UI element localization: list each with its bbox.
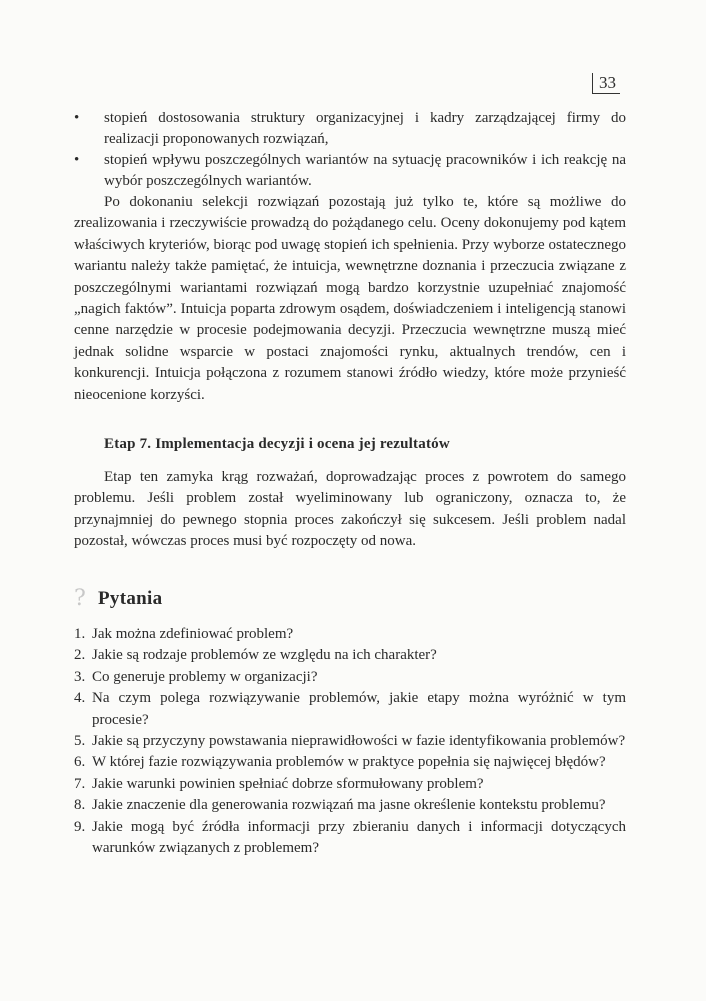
page-number: 33 bbox=[592, 73, 620, 94]
question-text: Jak można zdefiniować problem? bbox=[92, 626, 294, 642]
question-mark-icon: ? bbox=[74, 586, 86, 611]
question-item bbox=[74, 645, 626, 666]
question-number: 6. bbox=[74, 754, 86, 771]
questions-list bbox=[74, 624, 626, 859]
stage-7-heading: Etap 7. Implementacja decyzji i ocena jej rezultatów bbox=[104, 436, 450, 452]
question-text: Jakie warunki powinien spełniać dobrze sformułowany problem? bbox=[92, 775, 484, 792]
question-item bbox=[74, 624, 626, 645]
question-number: 5. bbox=[74, 733, 86, 750]
criteria-bullet-list bbox=[74, 108, 626, 192]
question-item bbox=[74, 731, 626, 752]
bullet-item: • stopień dostosowania struktury organizacyjnej i kadry zarządzającej firmy do realizacji proponowanych rozwiązań, bbox=[74, 108, 626, 150]
question-item bbox=[74, 817, 626, 860]
question-text: Jakie są przyczyny powstawania nieprawidłowości w fazie identyfikowania problemów? bbox=[92, 733, 626, 750]
question-number: 4. bbox=[74, 690, 86, 707]
question-item bbox=[74, 688, 626, 731]
question-number: 2. bbox=[74, 647, 86, 664]
question-item bbox=[74, 752, 626, 773]
question-text: Jakie znaczenie dla generowania rozwiązań ma jasne określenie kontekstu problemu? bbox=[92, 797, 606, 814]
bullet-item: • stopień wpływu poszczególnych wariantów na sytuację pracowników i ich reakcję na wybór poszczególnych wariantów. bbox=[74, 150, 626, 192]
question-text: W której fazie rozwiązywania problemów w praktyce popełnia się najwięcej błędów? bbox=[92, 754, 606, 771]
question-text: Jakie mogą być źródła informacji przy zbieraniu danych i informacji dotyczących warunków związanych z problemem? bbox=[92, 818, 626, 857]
paragraph-selection-intuition: Po dokonaniu selekcji rozwiązań pozostają już tylko te, które są możliwe do zrealizowania i rzeczywiście prowadzą do pożądanego celu. Oceny dokonujemy pod kątem właściwych kryteriów, biorąc pod uwagę stopień ich spełnienia. Przy wyborze ostatecznego wariantu należy także pamiętać, że intuicja, wewnętrzne doznania i przeczucia związane z poszczególnymi wariantami rozwiązań mogą bardzo korzystnie uzupełniać znajomość „nagich faktów”. Intuicja poparta zdrowym osądem, doświadczeniem i inteligencją stanowi cenne narzędzie w procesie podejmowania decyzji. Przeczucia wewnętrzne muszą mieć jednak solidne wsparcie w postaci znajomości rynku, aktualnych trendów, cen i konkurencji. Intuicja połączona z rozumem stanowi źródło wiedzy, które może przynieść nieocenione korzyści. bbox=[74, 194, 626, 403]
question-number: 1. bbox=[74, 626, 86, 642]
question-item bbox=[74, 774, 626, 795]
question-item bbox=[74, 667, 626, 688]
question-item bbox=[74, 795, 626, 816]
question-number: 7. bbox=[74, 775, 86, 792]
question-number: 8. bbox=[74, 797, 86, 814]
question-text: Co generuje problemy w organizacji? bbox=[92, 668, 318, 685]
questions-title: Pytania bbox=[98, 588, 163, 609]
question-text: Na czym polega rozwiązywanie problemów, jakie etapy można wyróżnić w tym procesie? bbox=[92, 690, 626, 728]
question-text: Jakie są rodzaje problemów ze względu na ich charakter? bbox=[92, 647, 437, 664]
questions-section-heading bbox=[74, 588, 162, 610]
paragraph-stage-7: Etap ten zamyka krąg rozważań, doprowadzając proces z powrotem do samego problemu. Jeśli problem został wyeliminowany lub ograniczony, oznacza to, że przynajmniej do pewnego stopnia proces zakończył się sukcesem. Jeśli problem nadal pozostał, wówczas proces musi być rozpoczęty od nowa. bbox=[74, 469, 626, 550]
question-number: 3. bbox=[74, 668, 86, 685]
question-number: 9. bbox=[74, 818, 86, 835]
